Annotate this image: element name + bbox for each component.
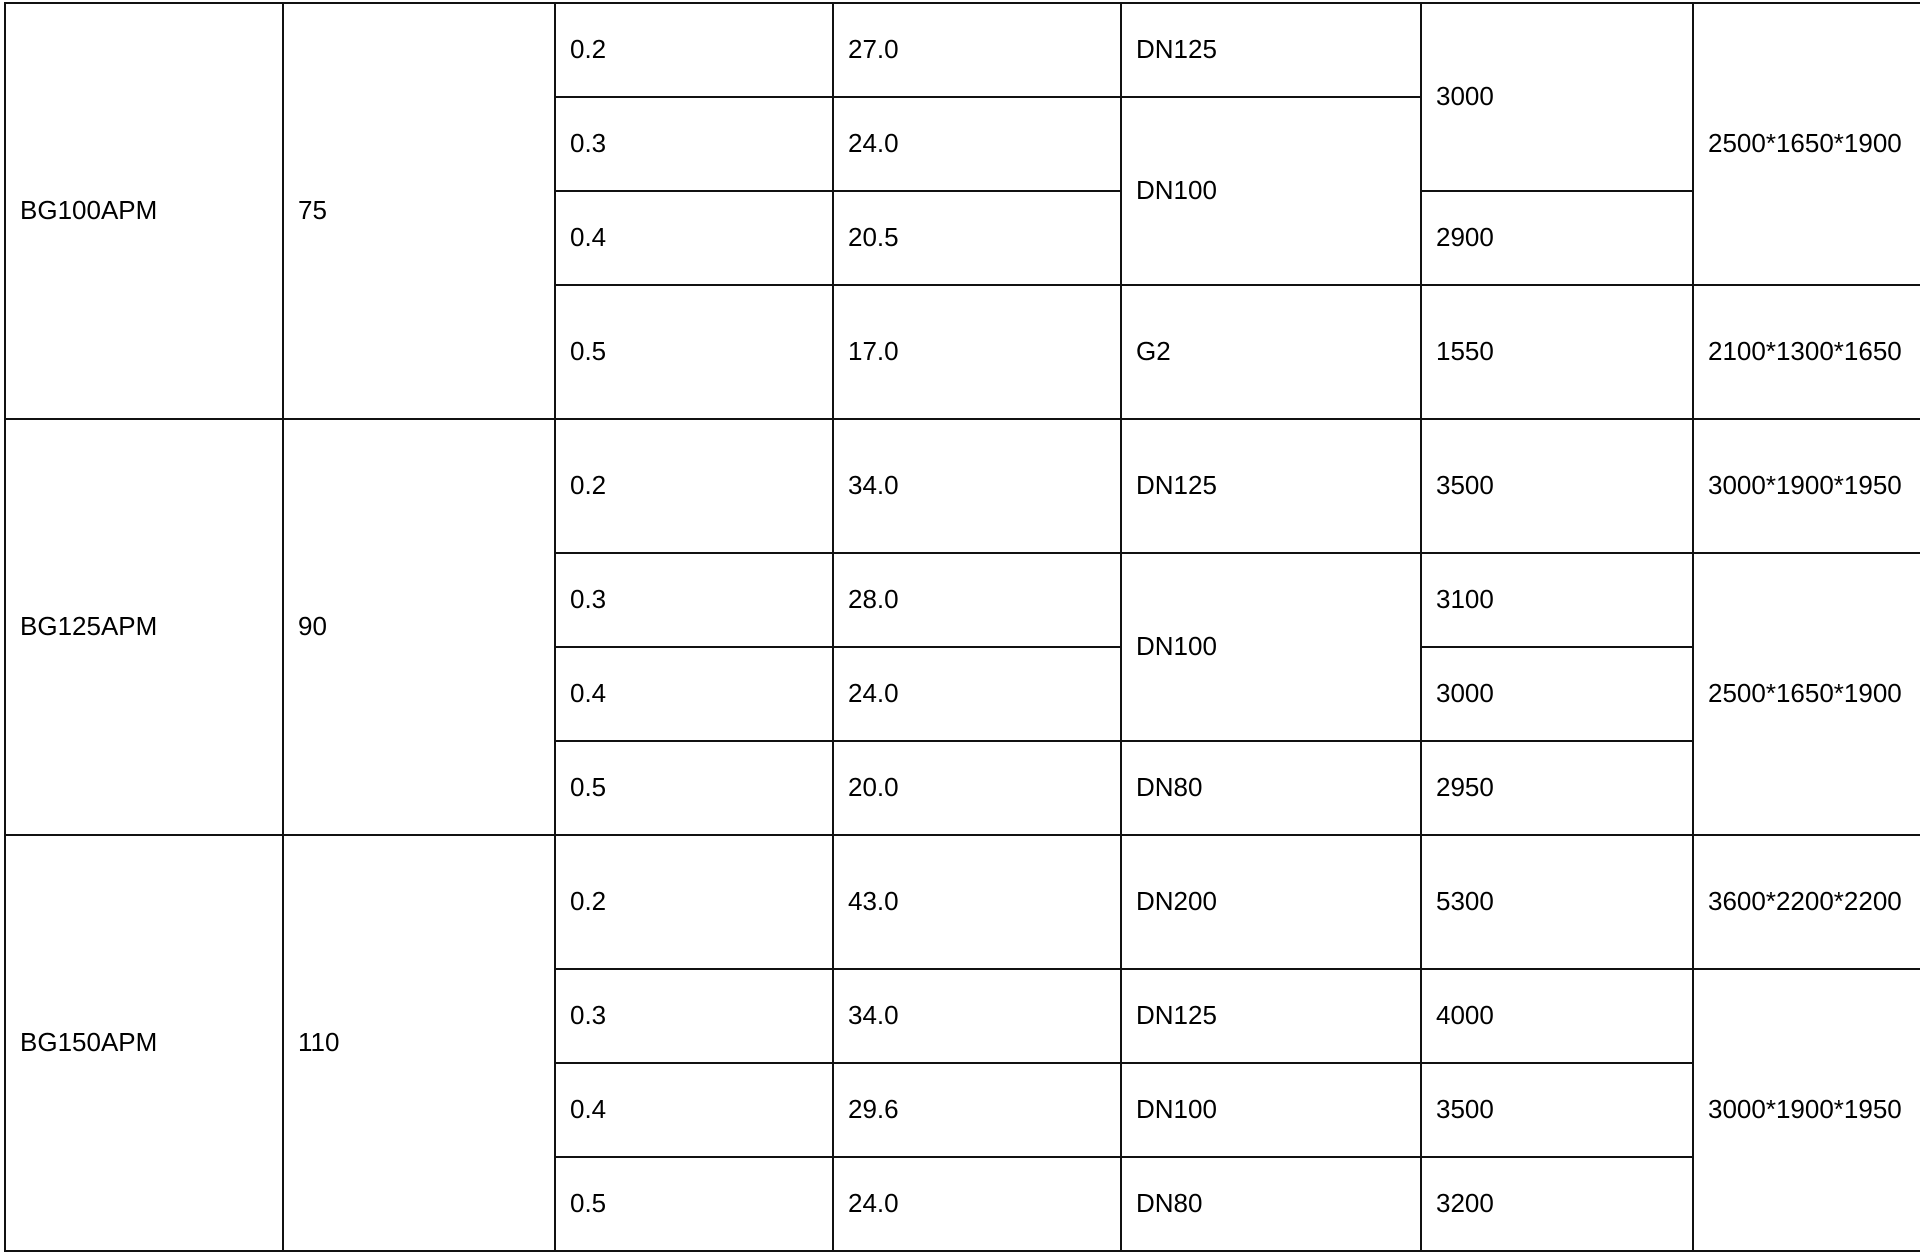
cell-pressure: 0.4 — [555, 1063, 833, 1157]
cell-model: BG125APM — [5, 419, 283, 835]
cell-flow: 43.0 — [833, 835, 1121, 969]
cell-weight: 4000 — [1421, 969, 1693, 1063]
cell-flow: 24.0 — [833, 97, 1121, 191]
cell-flow: 34.0 — [833, 419, 1121, 553]
cell-outlet: DN200 — [1121, 835, 1421, 969]
cell-dimensions: 3000*1900*1950 — [1693, 969, 1920, 1251]
cell-outlet: DN80 — [1121, 741, 1421, 835]
cell-flow: 20.5 — [833, 191, 1121, 285]
cell-outlet: DN125 — [1121, 3, 1421, 97]
cell-power: 90 — [283, 419, 555, 835]
cell-flow: 24.0 — [833, 647, 1121, 741]
cell-power: 75 — [283, 3, 555, 419]
cell-pressure: 0.3 — [555, 969, 833, 1063]
cell-flow: 17.0 — [833, 285, 1121, 419]
cell-flow: 20.0 — [833, 741, 1121, 835]
cell-weight: 1550 — [1421, 285, 1693, 419]
cell-pressure: 0.3 — [555, 553, 833, 647]
specification-table — [4, 2, 1920, 1252]
cell-dimensions: 2500*1650*1900 — [1693, 3, 1920, 285]
cell-flow: 24.0 — [833, 1157, 1121, 1251]
cell-pressure: 0.4 — [555, 647, 833, 741]
cell-pressure: 0.2 — [555, 3, 833, 97]
cell-power: 110 — [283, 835, 555, 1251]
cell-model: BG150APM — [5, 835, 283, 1251]
cell-flow: 29.6 — [833, 1063, 1121, 1157]
cell-flow: 34.0 — [833, 969, 1121, 1063]
document-page — [0, 2, 1920, 1219]
cell-weight: 2900 — [1421, 191, 1693, 285]
table-row — [5, 419, 1920, 553]
cell-outlet: DN100 — [1121, 553, 1421, 741]
cell-outlet: DN100 — [1121, 1063, 1421, 1157]
cell-weight: 3000 — [1421, 3, 1693, 191]
cell-weight: 3100 — [1421, 553, 1693, 647]
table-row — [5, 3, 1920, 97]
cell-weight: 3200 — [1421, 1157, 1693, 1251]
cell-pressure: 0.5 — [555, 741, 833, 835]
cell-pressure: 0.4 — [555, 191, 833, 285]
cell-outlet: DN100 — [1121, 97, 1421, 285]
cell-pressure: 0.2 — [555, 419, 833, 553]
cell-flow: 27.0 — [833, 3, 1121, 97]
cell-pressure: 0.2 — [555, 835, 833, 969]
cell-weight: 5300 — [1421, 835, 1693, 969]
cell-outlet: DN125 — [1121, 419, 1421, 553]
cell-weight: 3500 — [1421, 1063, 1693, 1157]
cell-dimensions: 2500*1650*1900 — [1693, 553, 1920, 835]
cell-pressure: 0.3 — [555, 97, 833, 191]
cell-outlet: DN80 — [1121, 1157, 1421, 1251]
cell-outlet: G2 — [1121, 285, 1421, 419]
table-row — [5, 835, 1920, 969]
cell-weight: 3500 — [1421, 419, 1693, 553]
cell-pressure: 0.5 — [555, 1157, 833, 1251]
cell-flow: 28.0 — [833, 553, 1121, 647]
cell-dimensions: 3600*2200*2200 — [1693, 835, 1920, 969]
cell-weight: 3000 — [1421, 647, 1693, 741]
cell-model: BG100APM — [5, 3, 283, 419]
cell-weight: 2950 — [1421, 741, 1693, 835]
cell-dimensions: 2100*1300*1650 — [1693, 285, 1920, 419]
cell-outlet: DN125 — [1121, 969, 1421, 1063]
cell-pressure: 0.5 — [555, 285, 833, 419]
cell-dimensions: 3000*1900*1950 — [1693, 419, 1920, 553]
